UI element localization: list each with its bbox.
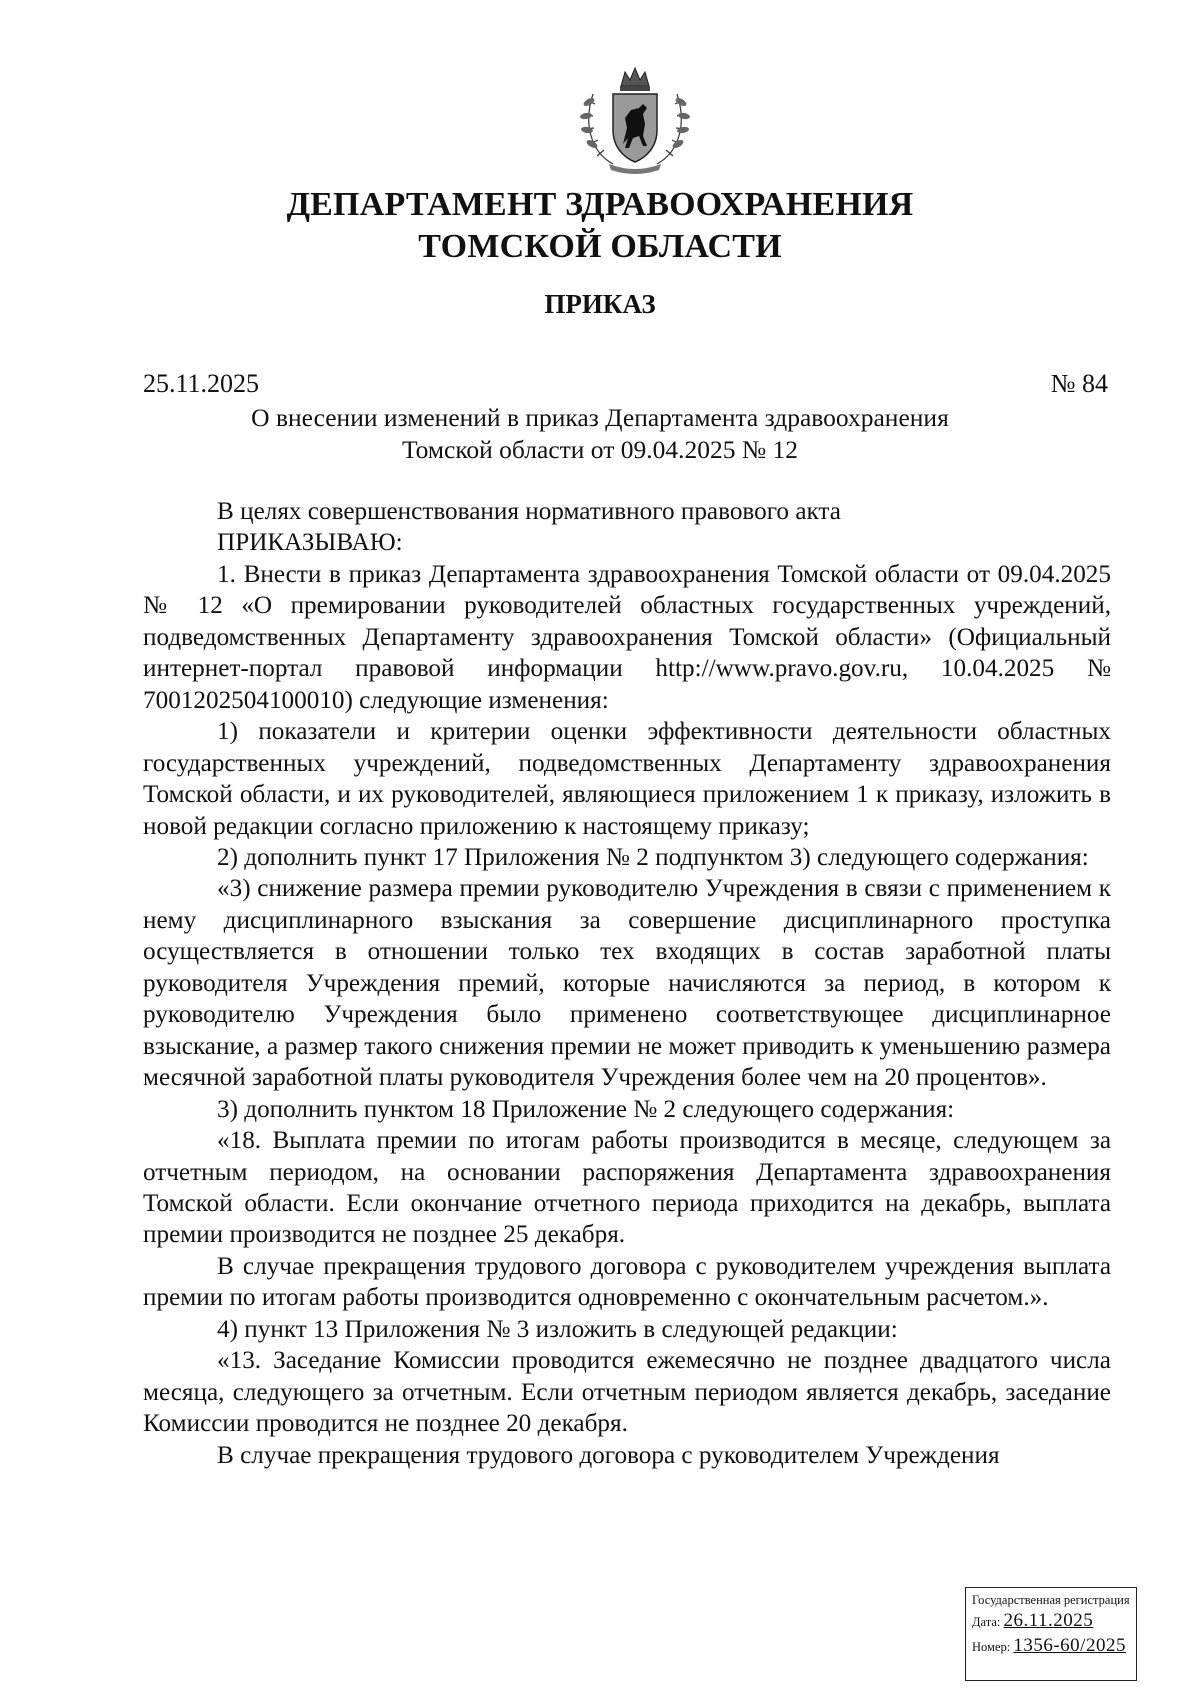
paragraph-quote-18-cont: В случае прекращения трудового договора с руководителем учреждения выплата премии по итогам работы производится одновременно с окончательным расчетом.».: [143, 1252, 1111, 1312]
paragraph-quote-3: «3) снижение размера премии руководителю Учреждения в связи с применением к нему дисциплинарного взыскания за совершение дисциплинарного проступка осуществляется в отношении только тех входящих в состав заработной платы руководителя Учреждения премий, которые начисляются за период, в котором к руководителю Учреждения было применено соответствующее дисциплинарное взыскание, а размер такого снижения премии не может приводить к уменьшению размера месячной заработной платы руководителя Учреждения более чем на 20 процентов».: [143, 875, 1111, 1092]
paragraph-subitem-1: 1) показатели и критерии оценки эффективности деятельности областных государственных учреждений, подведомственных Департаменту здравоохранения Томской области, и их руководителей, являющиеся приложением 1 к приказу, изложить в новой редакции согласно приложению к настоящему приказу;: [143, 718, 1111, 840]
department-name-line2: ТОМСКОЙ ОБЛАСТИ: [418, 228, 782, 265]
stamp-date-row: [972, 1609, 1130, 1634]
stamp-title: Государственная регистрация: [972, 1593, 1130, 1607]
paragraph-purpose: В целях совершенствования нормативного правового акта: [217, 498, 841, 525]
document-body: [143, 496, 1111, 1471]
paragraph-item-1: 1. Внести в приказ Департамента здравоохранения Томской области от 09.04.2025 № 12 «О премировании руководителей областных государственных учреждений, подведомственных Департаменту здравоохранения Томской области» (Официальный интернет-портал правовой информации http://www.pravo.gov.ru, 10.04.2025 № 7001202504100010) следующие изменения:: [143, 560, 1111, 714]
paragraph-subitem-2: 2) дополнить пункт 17 Приложения № 2 подпунктом 3) следующего содержания:: [217, 843, 1089, 871]
document-type: ПРИКАЗ: [544, 289, 656, 319]
registration-stamp: [965, 1587, 1137, 1681]
paragraph-order-word: ПРИКАЗЫВАЮ:: [217, 529, 403, 557]
stamp-number-label: Номер:: [972, 1640, 1011, 1654]
paragraph-quote-18: «18. Выплата премии по итогам работы производится в месяце, следующем за отчетным периодом, на основании распоряжения Департамента здравоохранения Томской области. Если окончание отчетного периода приходится на декабрь, выплата премии производится не позднее 25 декабря.: [143, 1127, 1111, 1249]
document-title-line1: О внесении изменений в приказ Департамента здравоохранения: [251, 403, 949, 432]
document-number: № 84: [1050, 369, 1108, 398]
paragraph-subitem-4: 4) пункт 13 Приложения № 3 изложить в следующей редакции:: [217, 1315, 898, 1343]
paragraph-quote-13: «13. Заседание Комиссии проводится ежемесячно не позднее двадцатого числа месяца, следующего за отчетным. Если отчетным периодом является декабрь, заседание Комиссии проводится не позднее 20 декабря.: [143, 1347, 1111, 1438]
document-title-line2: Томской области от 09.04.2025 № 12: [401, 435, 799, 464]
department-name-line1: ДЕПАРТАМЕНТ ЗДРАВООХРАНЕНИЯ: [286, 186, 914, 223]
stamp-date-label: Дата:: [972, 1615, 1001, 1629]
document-date: 25.11.2025: [143, 369, 260, 398]
paragraph-subitem-3: 3) дополнить пунктом 18 Приложение № 2 следующего содержания:: [217, 1095, 955, 1123]
coat-of-arms-emblem: [573, 64, 697, 174]
stamp-number-row: [972, 1634, 1130, 1659]
stamp-date-value: 26.11.2025: [1003, 1610, 1094, 1631]
stamp-number-value: 1356-60/2025: [1013, 1635, 1126, 1656]
paragraph-quote-13-cont: В случае прекращения трудового договора с руководителем Учреждения: [217, 1441, 1000, 1469]
